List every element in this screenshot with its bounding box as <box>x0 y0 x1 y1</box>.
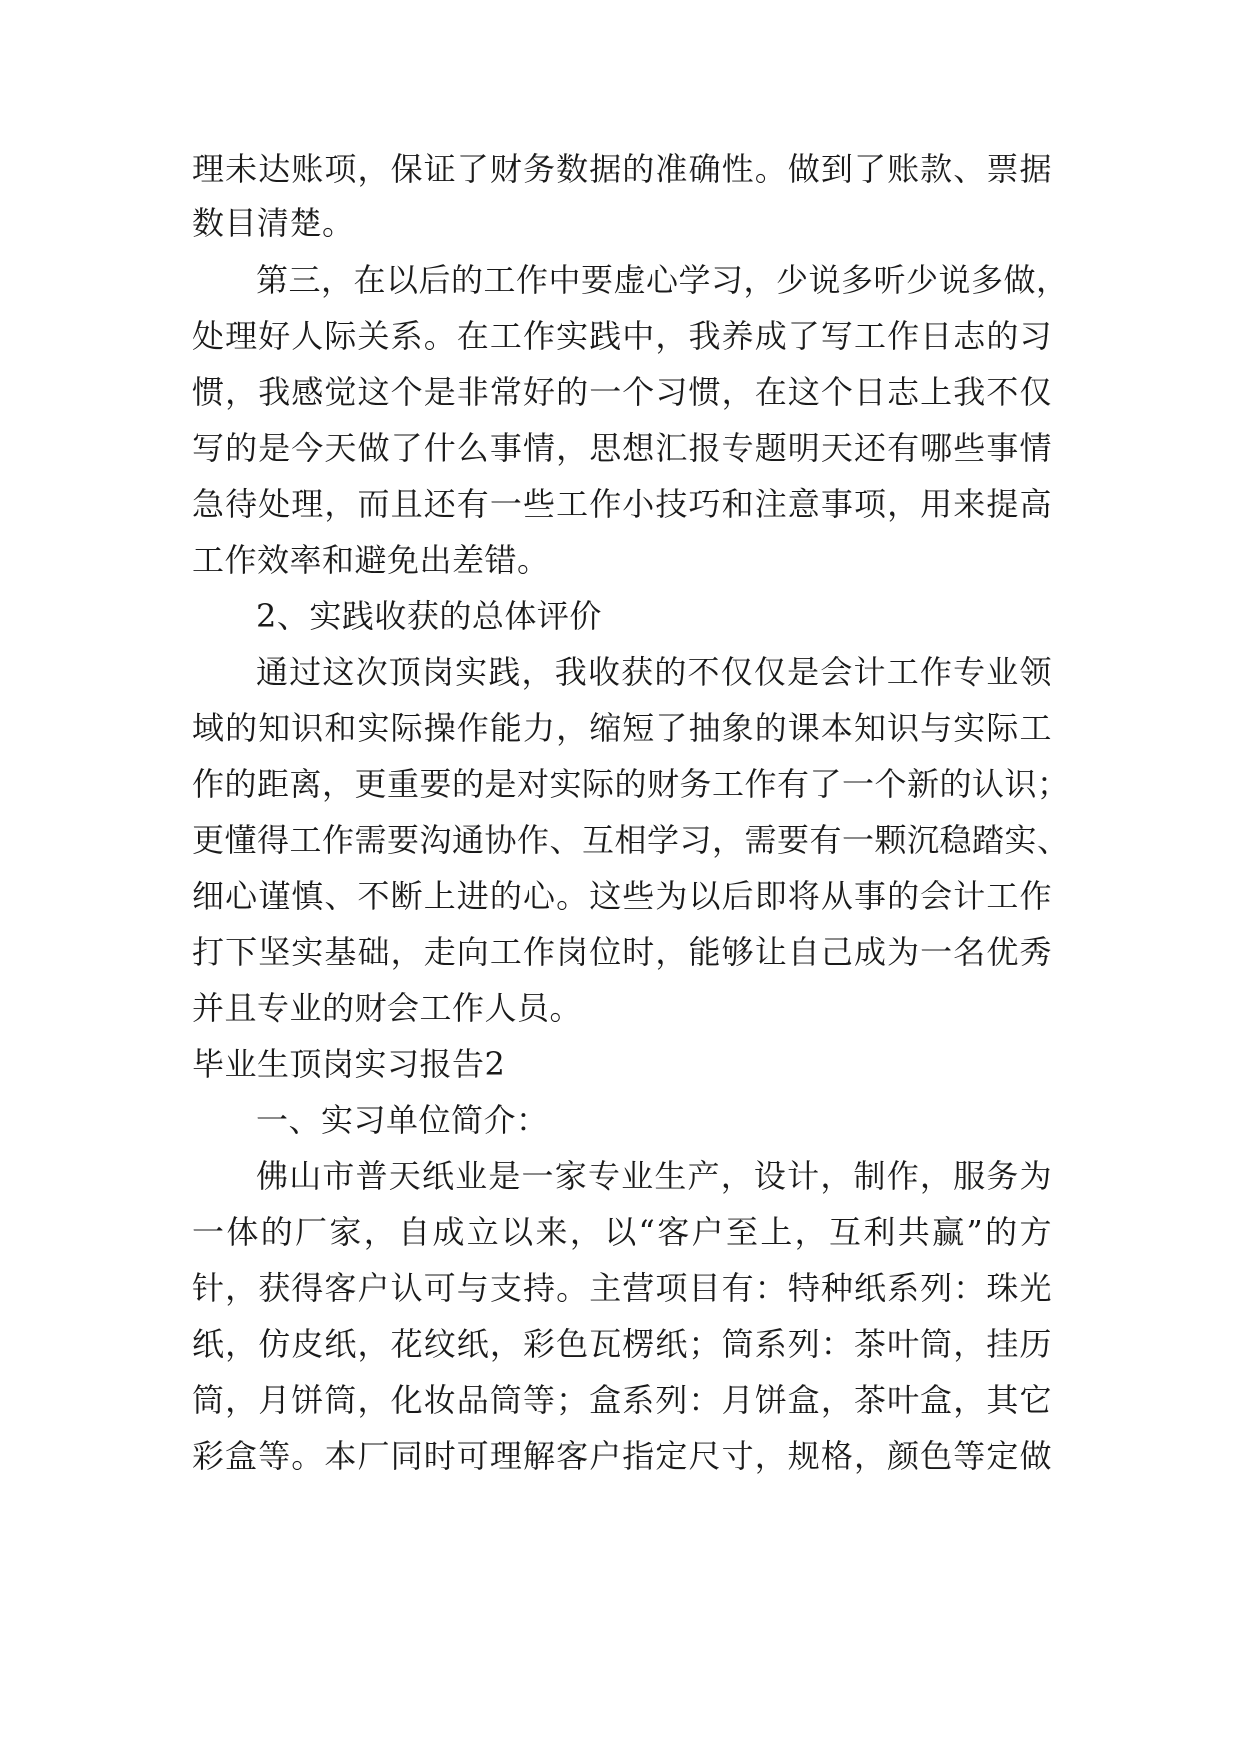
text-line: 数目清楚。 <box>192 204 355 242</box>
text-line: 工作效率和避免出差错。 <box>192 541 550 579</box>
text-line: 急待处理，而且还有一些工作小技巧和注意事项，用来提高 <box>192 485 1052 523</box>
text-line: 更懂得工作需要沟通协作、互相学习，需要有一颗沉稳踏实、 <box>192 821 1070 859</box>
text-line: 惯，我感觉这个是非常好的一个习惯，在这个日志上我不仅 <box>192 373 1052 411</box>
text-line: 理未达账项，保证了财务数据的准确性。做到了账款、票据 <box>192 150 1052 188</box>
text-line: 域的知识和实际操作能力，缩短了抽象的课本知识与实际工 <box>192 709 1052 747</box>
report-title: 毕业生顶岗实习报告2 <box>192 1045 506 1083</box>
text-line: 作的距离，更重要的是对实际的财务工作有了一个新的认识； <box>192 765 1070 803</box>
text-line: 针，获得客户认可与支持。主营项目有：特种纸系列：珠光 <box>192 1269 1052 1307</box>
text-line: 细心谨慎、不断上进的心。这些为以后即将从事的会计工作 <box>192 877 1052 915</box>
text-line: 处理好人际关系。在工作实践中，我养成了写工作日志的习 <box>192 317 1052 355</box>
text-line: 彩盒等。本厂同时可理解客户指定尺寸，规格，颜色等定做 <box>192 1437 1052 1475</box>
text-line: 第三，在以后的工作中要虚心学习，少说多听少说多做， <box>256 261 1069 299</box>
text-line: 写的是今天做了什么事情，思想汇报专题明天还有哪些事情 <box>192 429 1052 467</box>
text-line: 纸，仿皮纸，花纹纸，彩色瓦楞纸；筒系列：茶叶筒，挂历 <box>192 1325 1052 1363</box>
text-line: 通过这次顶岗实践，我收获的不仅仅是会计工作专业领 <box>256 653 1052 691</box>
section-heading: 一、实习单位简介： <box>256 1101 549 1139</box>
text-line: 佛山市普天纸业是一家专业生产，设计，制作，服务为 <box>256 1157 1052 1195</box>
text-line: 打下坚实基础，走向工作岗位时，能够让自己成为一名优秀 <box>192 933 1052 971</box>
text-line: 筒，月饼筒，化妆品筒等；盒系列：月饼盒，茶叶盒，其它 <box>192 1381 1052 1419</box>
text-line: 一体的厂家，自成立以来，以“客户至上，互利共赢”的方 <box>192 1213 1052 1251</box>
text-line: 并且专业的财会工作人员。 <box>192 989 583 1027</box>
section-heading: 2、实践收获的总体评价 <box>256 597 602 635</box>
